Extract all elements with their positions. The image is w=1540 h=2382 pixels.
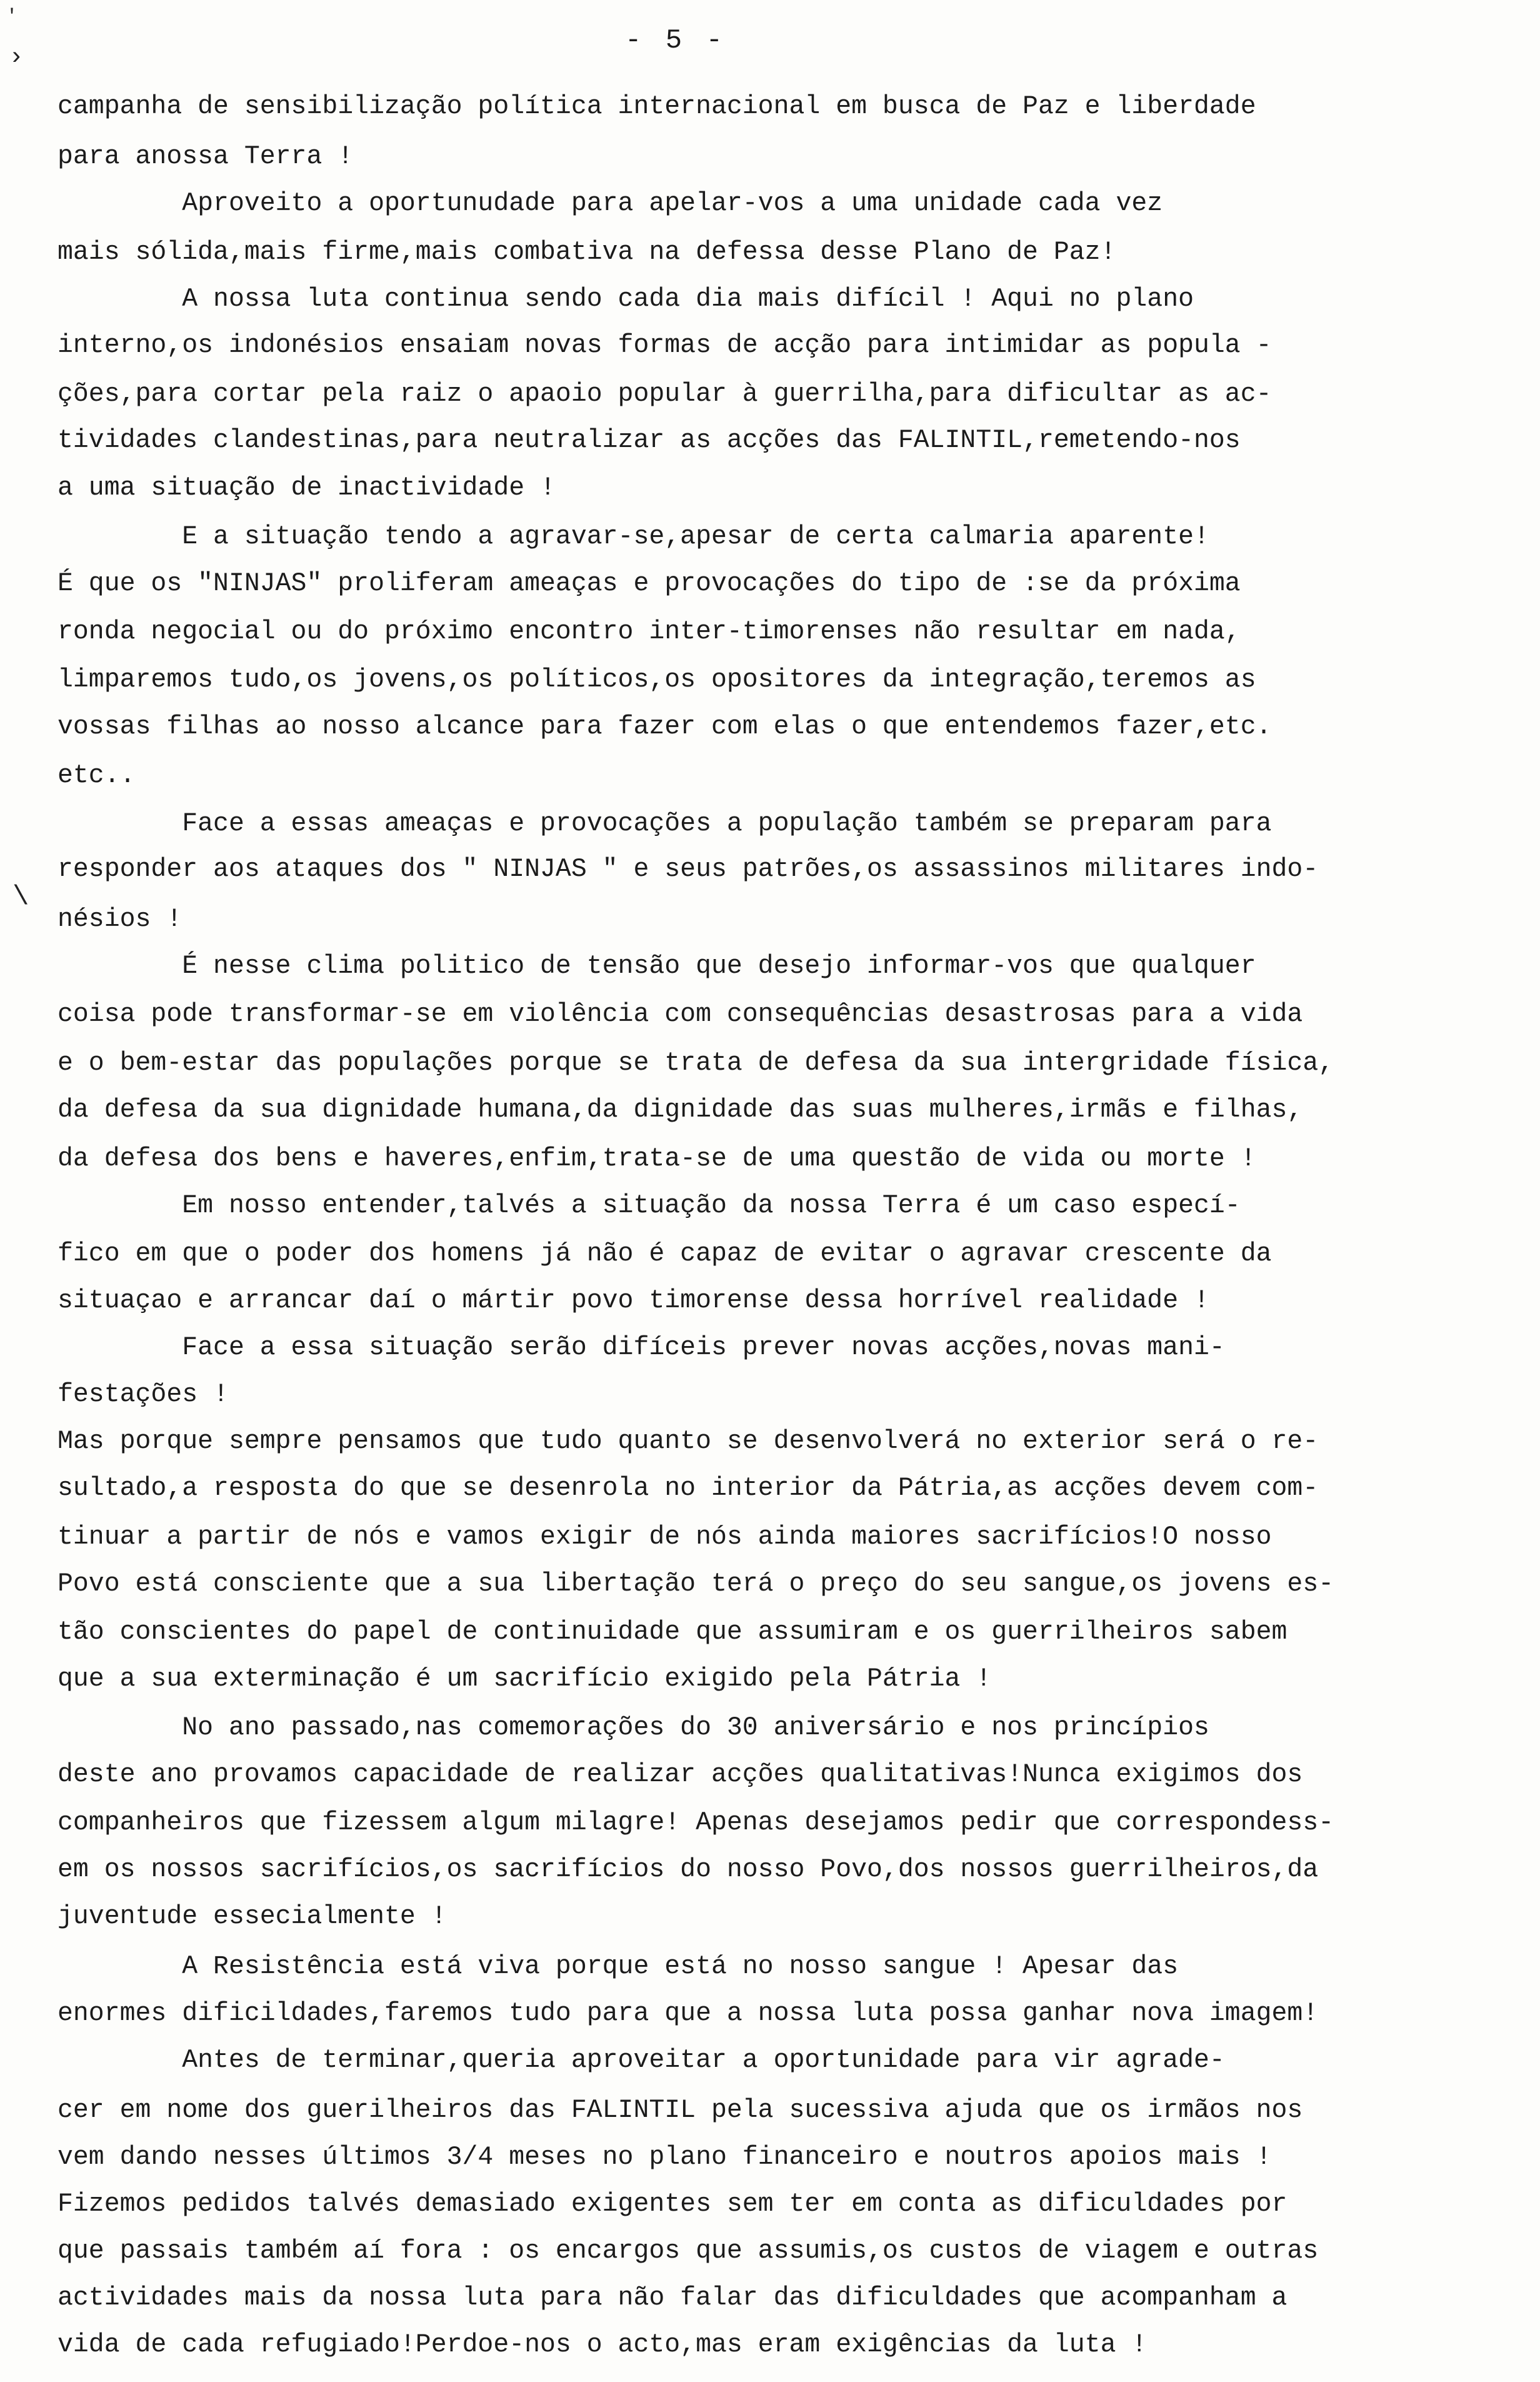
text-line: sultado,a resposta do que se desenrola no interior da Pátria,as acções devem com-	[58, 1474, 1319, 1503]
text-line: A nossa luta continua sendo cada dia mais difícil ! Aqui no plano	[58, 284, 1194, 314]
text-line: Antes de terminar,queria aproveitar a oportunidade para vir agrade-	[58, 2046, 1225, 2075]
text-line: e o bem-estar das populações porque se trata de defesa da sua intergridade física,	[58, 1048, 1334, 1078]
text-line: da defesa dos bens e haveres,enfim,trata-se de uma questão de vida ou morte !	[58, 1144, 1256, 1173]
text-line: No ano passado,nas comemorações do 30 aniversário e nos princípios	[58, 1713, 1209, 1742]
text-line: E a situação tendo a agravar-se,apesar de certa calmaria aparente!	[58, 522, 1209, 551]
text-line: vossas filhas ao nosso alcance para fazer com elas o que entendemos fazer,etc.	[58, 712, 1272, 741]
text-line: cer em nome dos guerilheiros das FALINTIL pela sucessiva ajuda que os irmãos nos	[58, 2096, 1303, 2125]
text-line: Face a essas ameaças e provocações a população também se preparam para	[58, 809, 1272, 838]
text-line: limparemos tudo,os jovens,os políticos,os opositores da integração,teremos as	[58, 665, 1256, 695]
scan-mark: ›	[9, 44, 24, 72]
text-line: enormes dificildades,faremos tudo para que a nossa luta possa ganhar nova imagem!	[58, 1999, 1319, 2028]
scan-mark: \	[12, 882, 29, 913]
text-line: interno,os indonésios ensaiam novas formas de acção para intimidar as popula -	[58, 331, 1272, 360]
text-line: ronda negocial ou do próximo encontro inter-timorenses não resultar em nada,	[58, 617, 1241, 646]
text-line: fico em que o poder dos homens já não é capaz de evitar o agravar crescente da	[58, 1239, 1272, 1269]
text-line: que a sua exterminação é um sacrifício exigido pela Pátria !	[58, 1664, 992, 1694]
text-line: vida de cada refugiado!Perdoe-nos o acto,mas eram exigências da luta !	[58, 2330, 1148, 2359]
text-line: tinuar a partir de nós e vamos exigir de nós ainda maiores sacrifícios!O nosso	[58, 1522, 1272, 1552]
text-line: tividades clandestinas,para neutralizar as acções das FALINTIL,remetendo-nos	[58, 426, 1241, 455]
text-line: situaçao e arrancar daí o mártir povo timorense dessa horrível realidade !	[58, 1286, 1209, 1315]
text-line: juventude essecialmente !	[58, 1902, 447, 1931]
text-line: mais sólida,mais firme,mais combativa na defessa desse Plano de Paz!	[58, 238, 1116, 267]
text-line: deste ano provamos capacidade de realizar acções qualitativas!Nunca exigimos dos	[58, 1760, 1303, 1789]
text-line: É nesse clima politico de tensão que desejo informar-vos que qualquer	[58, 952, 1256, 981]
page-number: - 5 -	[625, 25, 727, 56]
text-line: Em nosso entender,talvés a situação da nossa Terra é um caso especí-	[58, 1191, 1241, 1220]
text-line: campanha de sensibilização política internacional em busca de Paz e liberdade	[58, 92, 1256, 121]
text-line: actividades mais da nossa luta para não falar das dificuldades que acompanham a	[58, 2283, 1288, 2313]
text-line: Face a essa situação serão difíceis prever novas acções,novas mani-	[58, 1333, 1225, 1362]
text-line: Povo está consciente que a sua libertação terá o preço do seu sangue,os jovens es-	[58, 1569, 1334, 1599]
text-line: responder aos ataques dos " NINJAS " e seus patrões,os assassinos militares indo-	[58, 855, 1319, 884]
text-line: festações !	[58, 1380, 229, 1409]
text-line: vem dando nesses últimos 3/4 meses no plano financeiro e noutros apoios mais !	[58, 2143, 1272, 2172]
text-line: a uma situação de inactividade !	[58, 473, 556, 503]
text-line: etc..	[58, 761, 136, 790]
text-line: tão conscientes do papel de continuidade que assumiram e os guerrilheiros sabem	[58, 1617, 1288, 1647]
text-line: Mas porque sempre pensamos que tudo quanto se desenvolverá no exterior será o re-	[58, 1427, 1319, 1456]
text-line: para anossa Terra !	[58, 142, 354, 171]
text-line: companheiros que fizessem algum milagre! Apenas desejamos pedir que correspondess-	[58, 1808, 1334, 1837]
text-line: nésios !	[58, 905, 182, 934]
text-line: em os nossos sacrifícios,os sacrifícios do nosso Povo,dos nossos guerrilheiros,da	[58, 1855, 1319, 1884]
text-line: ções,para cortar pela raiz o apaoio popular à guerrilha,para dificultar as ac-	[58, 379, 1272, 409]
text-line: A Resistência está viva porque está no nosso sangue ! Apesar das	[58, 1952, 1179, 1981]
text-line: da defesa da sua dignidade humana,da dignidade das suas mulheres,irmãs e filhas,	[58, 1095, 1303, 1125]
text-line: Fizemos pedidos talvés demasiado exigentes sem ter em conta as dificuldades por	[58, 2189, 1288, 2219]
text-line: coisa pode transformar-se em violência com consequências desastrosas para a vida	[58, 1000, 1303, 1029]
scan-mark: '	[6, 6, 18, 28]
text-line: que passais também aí fora : os encargos que assumis,os custos de viagem e outras	[58, 2236, 1319, 2266]
text-line: Aproveito a oportunudade para apelar-vos a uma unidade cada vez	[58, 189, 1163, 218]
text-line: É que os "NINJAS" proliferam ameaças e provocações do tipo de :se da próxima	[58, 569, 1241, 598]
